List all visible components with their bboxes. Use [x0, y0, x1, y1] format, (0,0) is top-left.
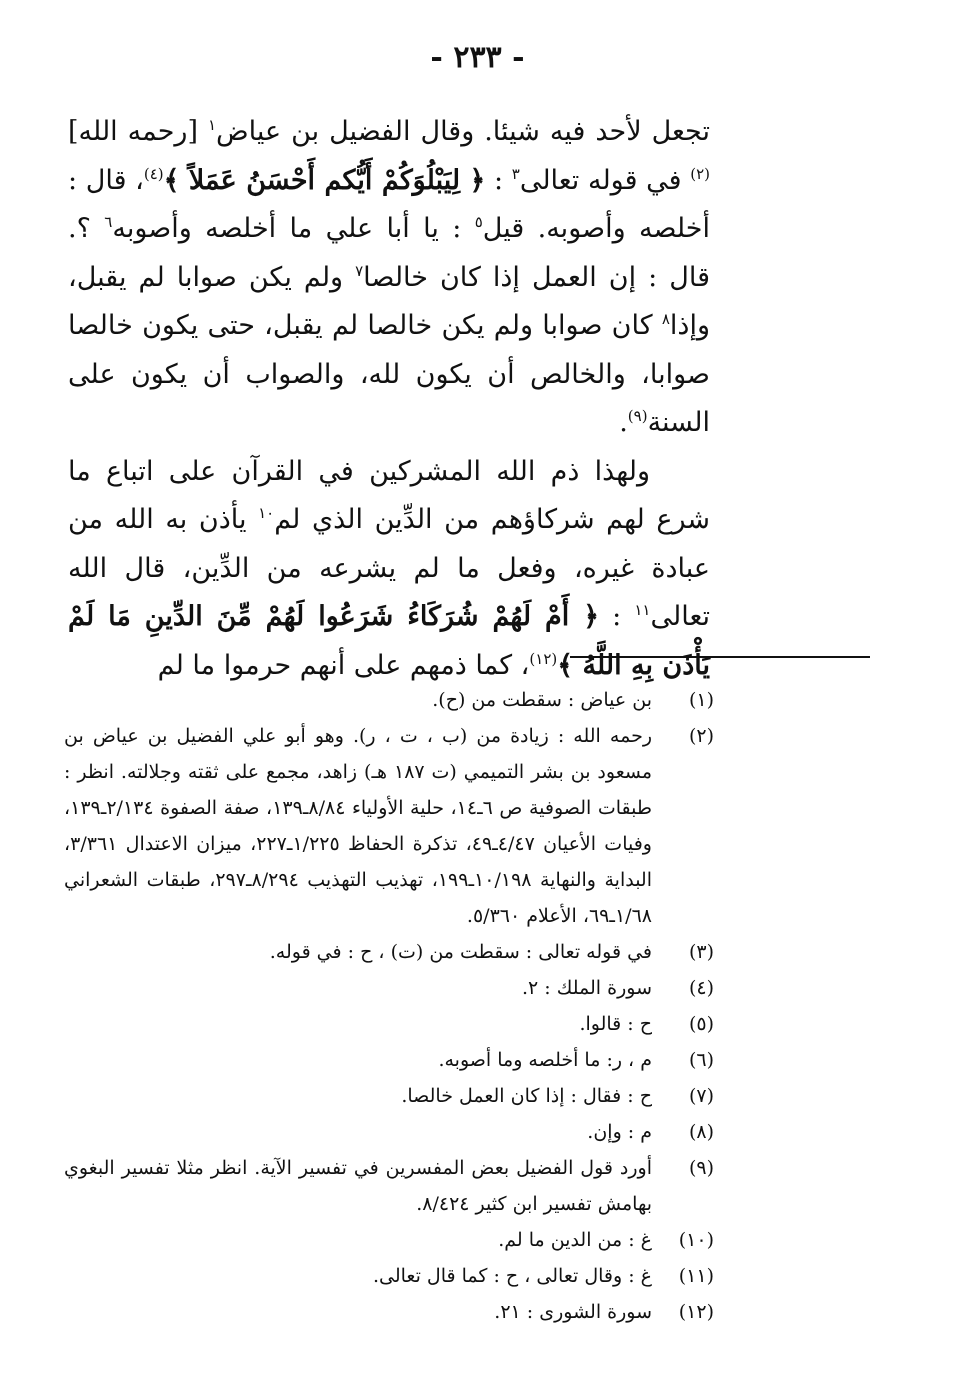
- footnote-item: [64, 1150, 714, 1222]
- text-run: .: [619, 407, 628, 438]
- text-run: ، قال : أخلصه وأصوبه. قيل: [68, 164, 710, 244]
- footnote-text: بن عياض : سقطت من (ح).: [432, 689, 652, 711]
- footnote-ref: ٣: [511, 164, 520, 183]
- footnote-text: م : وإن.: [587, 1121, 652, 1143]
- text-run: ؟. قال : إن العمل إذا كان خالصا: [68, 213, 710, 293]
- footnote-item: [64, 1222, 714, 1258]
- text-run: ولهذا ذم الله المشركين في القرآن على اتباع ما شرع لهم شركاؤهم من الدِّين الذي لم: [68, 455, 710, 535]
- footnote-number: (١٢): [678, 1301, 714, 1323]
- footnote-item: [64, 1078, 714, 1114]
- footnote-ref: ٥: [474, 213, 483, 231]
- footnote-number: (٧): [688, 1085, 714, 1107]
- footnote-text: سورة الشورى : ٢١.: [494, 1301, 652, 1323]
- footnote-item: [64, 1294, 714, 1330]
- footnote-ref: ١: [207, 116, 216, 134]
- quran-verse: ﴿ لِيَبْلُوَكُمْ أَيُّكم أَحْسَنُ عَمَلاً ﴾: [163, 164, 486, 196]
- text-run: تجعل لأحد فيه شيئا. وقال الفضيل بن عياض: [216, 116, 710, 147]
- footnote-text: سورة الملك : ٢.: [521, 977, 652, 999]
- footnote-text: غ : من الدين ما لم.: [498, 1229, 652, 1251]
- footnote-number: (٦): [688, 1049, 714, 1071]
- text-run: : يا أبا علي ما أخلصه وأصوبه: [112, 213, 475, 244]
- footnote-ref: (٩): [627, 407, 648, 425]
- footnote-ref: ١٠: [258, 504, 275, 522]
- quran-verse: ﴿ أَمْ لَهُمْ شُرَكَاءُ شَرَعُوا لَهُمْ مِّنَ الدِّينِ مَا لَمْ يَأْذَن بِهِ اللَّهُ ﴾: [68, 601, 710, 681]
- footnote-text: في قوله تعالى : سقطت من (ت) ، ح : في قوله.: [269, 941, 652, 963]
- footnote-number: (١): [688, 689, 714, 711]
- footnote-number: (٨): [688, 1121, 714, 1143]
- footnote-text: غ : وقال تعالى ، ح : كما قال تعالى.: [372, 1265, 652, 1287]
- footnote-text: رحمه الله : زيادة من (ب ، ت ، ر). وهو أبو علي الفضيل بن عياض بن مسعود بن بشر التميمي (ت ١٨٧ هـ) زاهد، مجمع على ثقته وجلالته. انظر : طبقات الصوفية ص ٦ـ١٤، حلية الأولياء ٨/٨٤ـ١٣٩، صفة الصفوة ٢/١٣٤ـ١٣٩، وفيات الأعيان ٤/٤٧ـ٤٩، تذكرة الحفاظ ١/٢٢٥ـ٢٢٧، ميزان الاعتدال ٣/٣٦١، البداية والنهاية ١٠/١٩٨ـ١٩٩، تهذيب التهذيب ٨/٢٩٤ـ٢٩٧، طبقات الشعراني ١/٦٨ـ٦٩، الأعلام ٥/٣٦٠.: [64, 725, 652, 927]
- footnote-divider: [570, 656, 870, 658]
- footnote-number: (١٠): [678, 1229, 714, 1251]
- footnote-item: [64, 970, 714, 1006]
- footnote-item: [64, 718, 714, 934]
- footnote-text: أورد قول الفضيل بعض المفسرين في تفسير الآية. انظر مثلا تفسير البغوي بهامش تفسير ابن كثير ٨/٤٢٤.: [64, 1157, 652, 1215]
- paragraph-2: [68, 448, 710, 691]
- footnote-ref: (١٢): [529, 649, 558, 668]
- text-run: كان صوابا ولم يكن خالصا لم يقبل، حتى يكون خالصا صوابا، والخالص أن يكون لله، والصواب أن يكون على السنة: [68, 310, 710, 438]
- footnote-ref: ٨: [661, 310, 670, 328]
- footnote-number: (١١): [678, 1265, 714, 1287]
- footnote-item: [64, 1006, 714, 1042]
- text-run: ، كما ذمهم على أنهم حرموا ما لم: [157, 649, 530, 681]
- footnote-ref: ١١: [634, 601, 651, 619]
- footnote-ref: (٢): [690, 164, 711, 183]
- footnote-number: (٩): [688, 1157, 714, 1179]
- main-text: [68, 108, 710, 690]
- footnote-number: (٤): [688, 977, 714, 999]
- footnotes: [64, 682, 714, 1330]
- footnote-ref: (٤): [143, 164, 164, 183]
- footnote-text: ح : فقال : إذا كان العمل خالصا.: [401, 1085, 652, 1107]
- text-run: في قوله تعالى: [519, 164, 691, 196]
- text-run: :: [485, 164, 512, 196]
- footnote-number: (٢): [688, 725, 714, 747]
- footnote-ref: ٧: [355, 261, 364, 280]
- paragraph-1: [68, 108, 710, 448]
- footnote-item: [64, 934, 714, 970]
- text-run: ولم يكن صوابا لم يقبل، وإذا: [68, 261, 710, 341]
- text-run: يأذن به الله من عبادة غيره، وفعل ما لم يشرعه من الدِّين، قال الله تعالى: [68, 504, 710, 632]
- footnote-item: [64, 1114, 714, 1150]
- footnote-item: [64, 1042, 714, 1078]
- text-run: [رحمه الله]: [68, 116, 208, 147]
- footnote-text: ح : قالوا.: [579, 1013, 652, 1035]
- footnote-item: [64, 682, 714, 718]
- footnote-text: م ، ر: ما أخلصه وما أصوبه.: [438, 1049, 652, 1071]
- page-number: - ٢٣٣ -: [430, 40, 525, 75]
- footnote-item: [64, 1258, 714, 1294]
- footnote-number: (٣): [688, 941, 714, 963]
- footnote-number: (٥): [688, 1013, 714, 1035]
- footnote-ref: ٦: [104, 213, 113, 231]
- text-run: :: [599, 601, 635, 632]
